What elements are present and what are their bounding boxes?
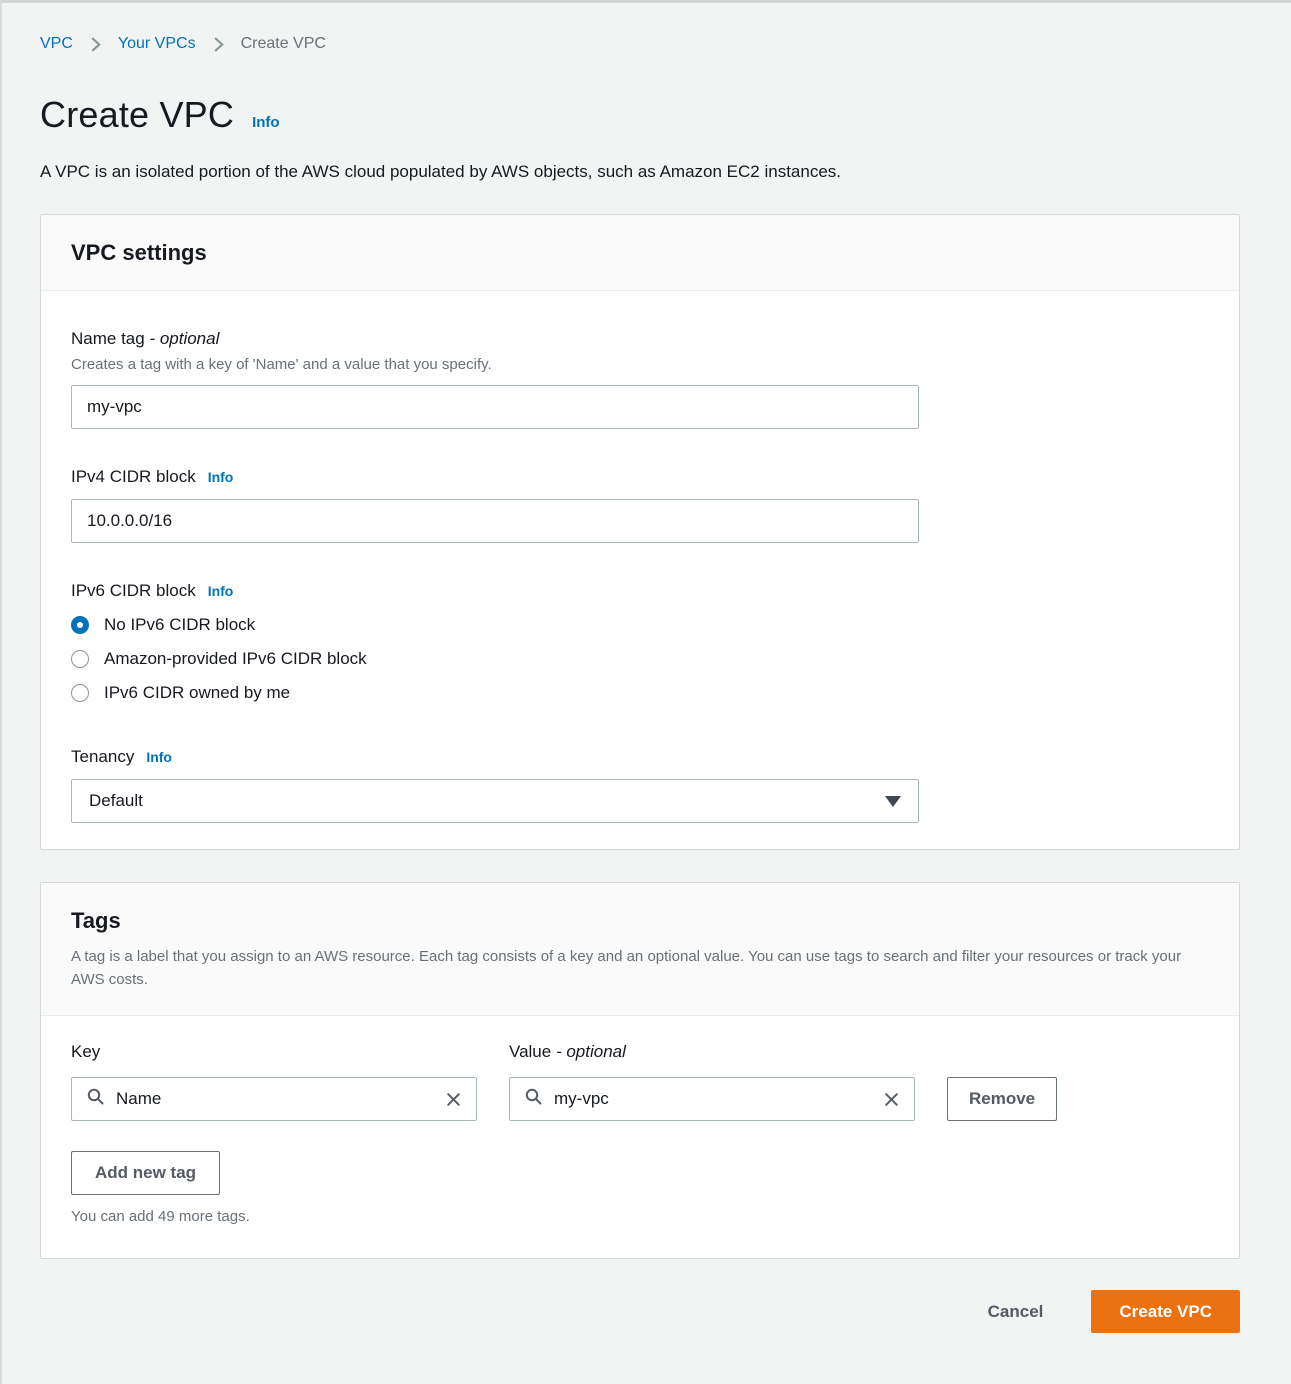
radio-option-no-ipv6[interactable] [71, 615, 1209, 635]
vpc-settings-card-body [41, 291, 1239, 849]
tag-row [71, 1077, 1209, 1121]
create-vpc-button[interactable]: Create VPC [1091, 1290, 1240, 1333]
remove-tag-button[interactable]: Remove [947, 1077, 1057, 1121]
radio-option-ipv6-owned-by-me[interactable] [71, 683, 1209, 703]
clear-value-icon[interactable] [883, 1091, 900, 1108]
page-description: A VPC is an isolated portion of the AWS cloud populated by AWS objects, such as Amazon EC2 instances. [40, 162, 842, 181]
ipv6-cidr-field [71, 581, 1209, 703]
ipv6-cidr-label: IPv6 CIDR block [71, 581, 196, 600]
radio-option-label: IPv6 CIDR owned by me [104, 683, 291, 702]
name-tag-field [71, 329, 1209, 429]
tag-value-label-text: Value [509, 1042, 552, 1061]
page-title: Create VPC [40, 94, 235, 135]
name-tag-help-text: Creates a tag with a key of 'Name' and a value that you specify. [71, 356, 492, 373]
tenancy-selected-value: Default [89, 791, 143, 810]
page-title-info-link[interactable]: Info [252, 114, 280, 131]
search-icon [86, 1087, 105, 1111]
tags-description: A tag is a label that you assign to an AWS resource. Each tag consists of a key and an optional value. You can use tags to search and filter your resources or track your AWS costs. [71, 948, 1182, 988]
name-tag-optional-suffix: - optional [149, 329, 220, 348]
cancel-button[interactable]: Cancel [987, 1301, 1044, 1321]
tags-card [40, 882, 1240, 1259]
name-tag-input[interactable] [71, 385, 919, 429]
create-vpc-page [40, 35, 1240, 1333]
tags-heading: Tags [71, 908, 121, 933]
ipv4-cidr-field [71, 467, 1209, 543]
vpc-settings-heading: VPC settings [71, 240, 207, 265]
tag-value-input[interactable] [554, 1089, 872, 1109]
breadcrumb-current: Create VPC [240, 35, 326, 52]
form-actions [40, 1290, 1240, 1333]
chevron-right-icon [87, 36, 104, 53]
name-tag-label-text: Name tag [71, 329, 145, 348]
breadcrumb [40, 35, 1240, 53]
tags-remaining-note: You can add 49 more tags. [71, 1208, 250, 1225]
tag-value-optional-suffix: - optional [555, 1042, 626, 1061]
ipv4-cidr-input[interactable] [71, 499, 919, 543]
tags-card-header [41, 883, 1239, 1016]
radio-selected-icon[interactable] [71, 616, 89, 634]
ipv6-cidr-info-link[interactable]: Info [207, 583, 234, 599]
tenancy-field [71, 747, 1209, 823]
radio-unselected-icon[interactable] [71, 684, 89, 702]
tag-key-input-wrapper [71, 1077, 477, 1121]
radio-unselected-icon[interactable] [71, 650, 89, 668]
tags-card-body [41, 1016, 1239, 1258]
tenancy-select[interactable] [71, 779, 919, 823]
breadcrumb-link-your-vpcs[interactable]: Your VPCs [117, 35, 196, 52]
vpc-settings-card [40, 214, 1240, 850]
ipv4-cidr-info-link[interactable]: Info [207, 469, 234, 485]
ipv6-cidr-radio-group [71, 615, 1209, 703]
tag-value-column-label [509, 1042, 626, 1062]
tenancy-label: Tenancy [71, 747, 135, 766]
chevron-right-icon [210, 36, 227, 53]
tag-value-input-wrapper [509, 1077, 915, 1121]
tenancy-info-link[interactable]: Info [146, 749, 172, 765]
search-icon [524, 1087, 543, 1111]
vpc-settings-card-header [41, 215, 1239, 291]
breadcrumb-link-vpc[interactable]: VPC [40, 35, 73, 52]
clear-key-icon[interactable] [445, 1091, 462, 1108]
radio-option-amazon-provided-ipv6[interactable] [71, 649, 1209, 669]
radio-option-label: No IPv6 CIDR block [104, 615, 256, 634]
tag-key-input[interactable] [116, 1089, 434, 1109]
chevron-down-icon [885, 796, 901, 807]
add-new-tag-button[interactable]: Add new tag [71, 1151, 220, 1195]
tag-key-column-label: Key [71, 1042, 101, 1061]
radio-option-label: Amazon-provided IPv6 CIDR block [104, 649, 367, 668]
name-tag-label [71, 329, 1209, 349]
ipv4-cidr-label: IPv4 CIDR block [71, 467, 196, 486]
